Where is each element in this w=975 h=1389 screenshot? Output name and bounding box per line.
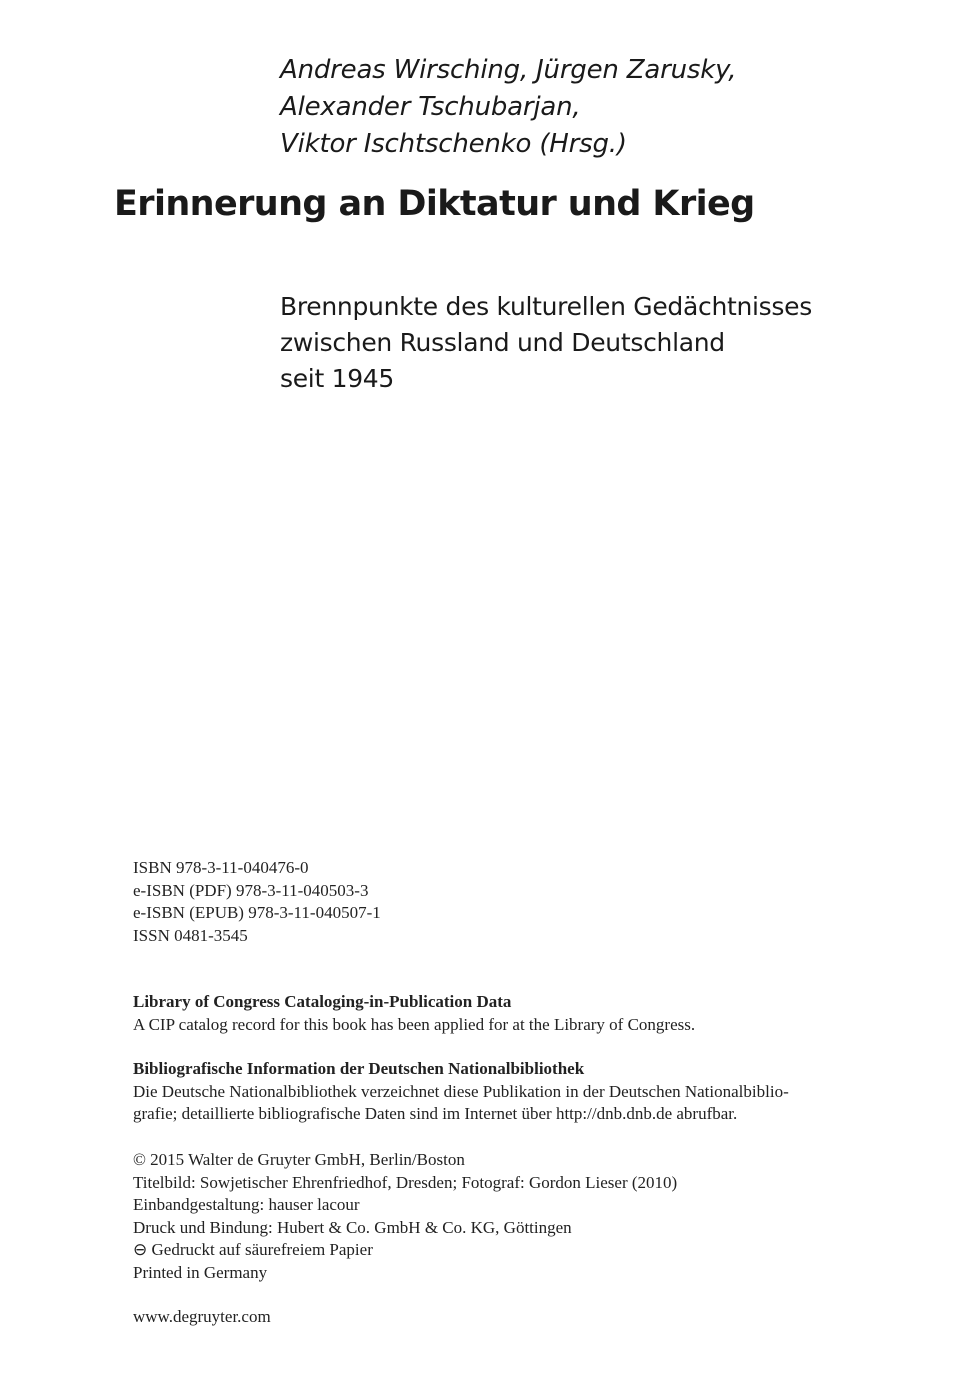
loc-heading: Library of Congress Cataloging-in-Publication Data — [133, 992, 512, 1011]
copyright-block — [133, 1149, 677, 1284]
isbn-line: ISBN 978-3-11-040476-0 — [133, 858, 309, 877]
copyright-line: © 2015 Walter de Gruyter GmbH, Berlin/Boston — [133, 1150, 465, 1169]
isbn-line: e-ISBN (EPUB) 978-3-11-040507-1 — [133, 903, 381, 922]
cover-design-credit: Einbandgestaltung: hauser lacour — [133, 1195, 360, 1214]
cover-image-credit: Titelbild: Sowjetischer Ehrenfriedhof, Dresden; Fotograf: Gordon Lieser (2010) — [133, 1172, 678, 1192]
subtitle-line: Brennpunkte des kulturellen Gedächtnisses — [280, 292, 812, 321]
dnb-text-line: Die Deutsche Nationalbibliothek verzeichnet diese Publikation in der Deutschen Nationalbiblio- — [133, 1081, 789, 1101]
dnb-block — [133, 1058, 789, 1126]
subtitle-line: zwischen Russland und Deutschland — [280, 328, 725, 357]
editor-line: Viktor Ischtschenko (Hrsg.) — [280, 129, 627, 159]
editor-line: Andreas Wirsching, Jürgen Zarusky, — [280, 55, 737, 85]
book-subtitle — [280, 289, 812, 397]
subtitle-line: seit 1945 — [280, 364, 395, 393]
dnb-heading: Bibliografische Information der Deutschen Nationalbibliothek — [133, 1059, 585, 1078]
isbn-block — [133, 857, 381, 947]
dnb-text-line: grafie; detaillierte bibliografische Daten sind im Internet über http://dnb.dnb.de abrufbar. — [133, 1104, 738, 1123]
book-title: Erinnerung an Diktatur und Krieg — [114, 184, 755, 224]
loc-text: A CIP catalog record for this book has been applied for at the Library of Congress. — [133, 1014, 696, 1034]
editor-line: Alexander Tschubarjan, — [280, 92, 581, 122]
acid-free-paper-note: ⊖ Gedruckt auf säurefreiem Papier — [133, 1240, 373, 1259]
issn-line: ISSN 0481-3545 — [133, 925, 248, 945]
printing-credit: Druck und Bindung: Hubert & Co. GmbH & Co. KG, Göttingen — [133, 1217, 572, 1237]
printed-in-line: Printed in Germany — [133, 1262, 268, 1282]
publisher-website: www.degruyter.com — [133, 1307, 271, 1326]
loc-cip-block — [133, 991, 695, 1036]
isbn-line: e-ISBN (PDF) 978-3-11-040503-3 — [133, 880, 369, 900]
editors-block — [280, 52, 736, 163]
